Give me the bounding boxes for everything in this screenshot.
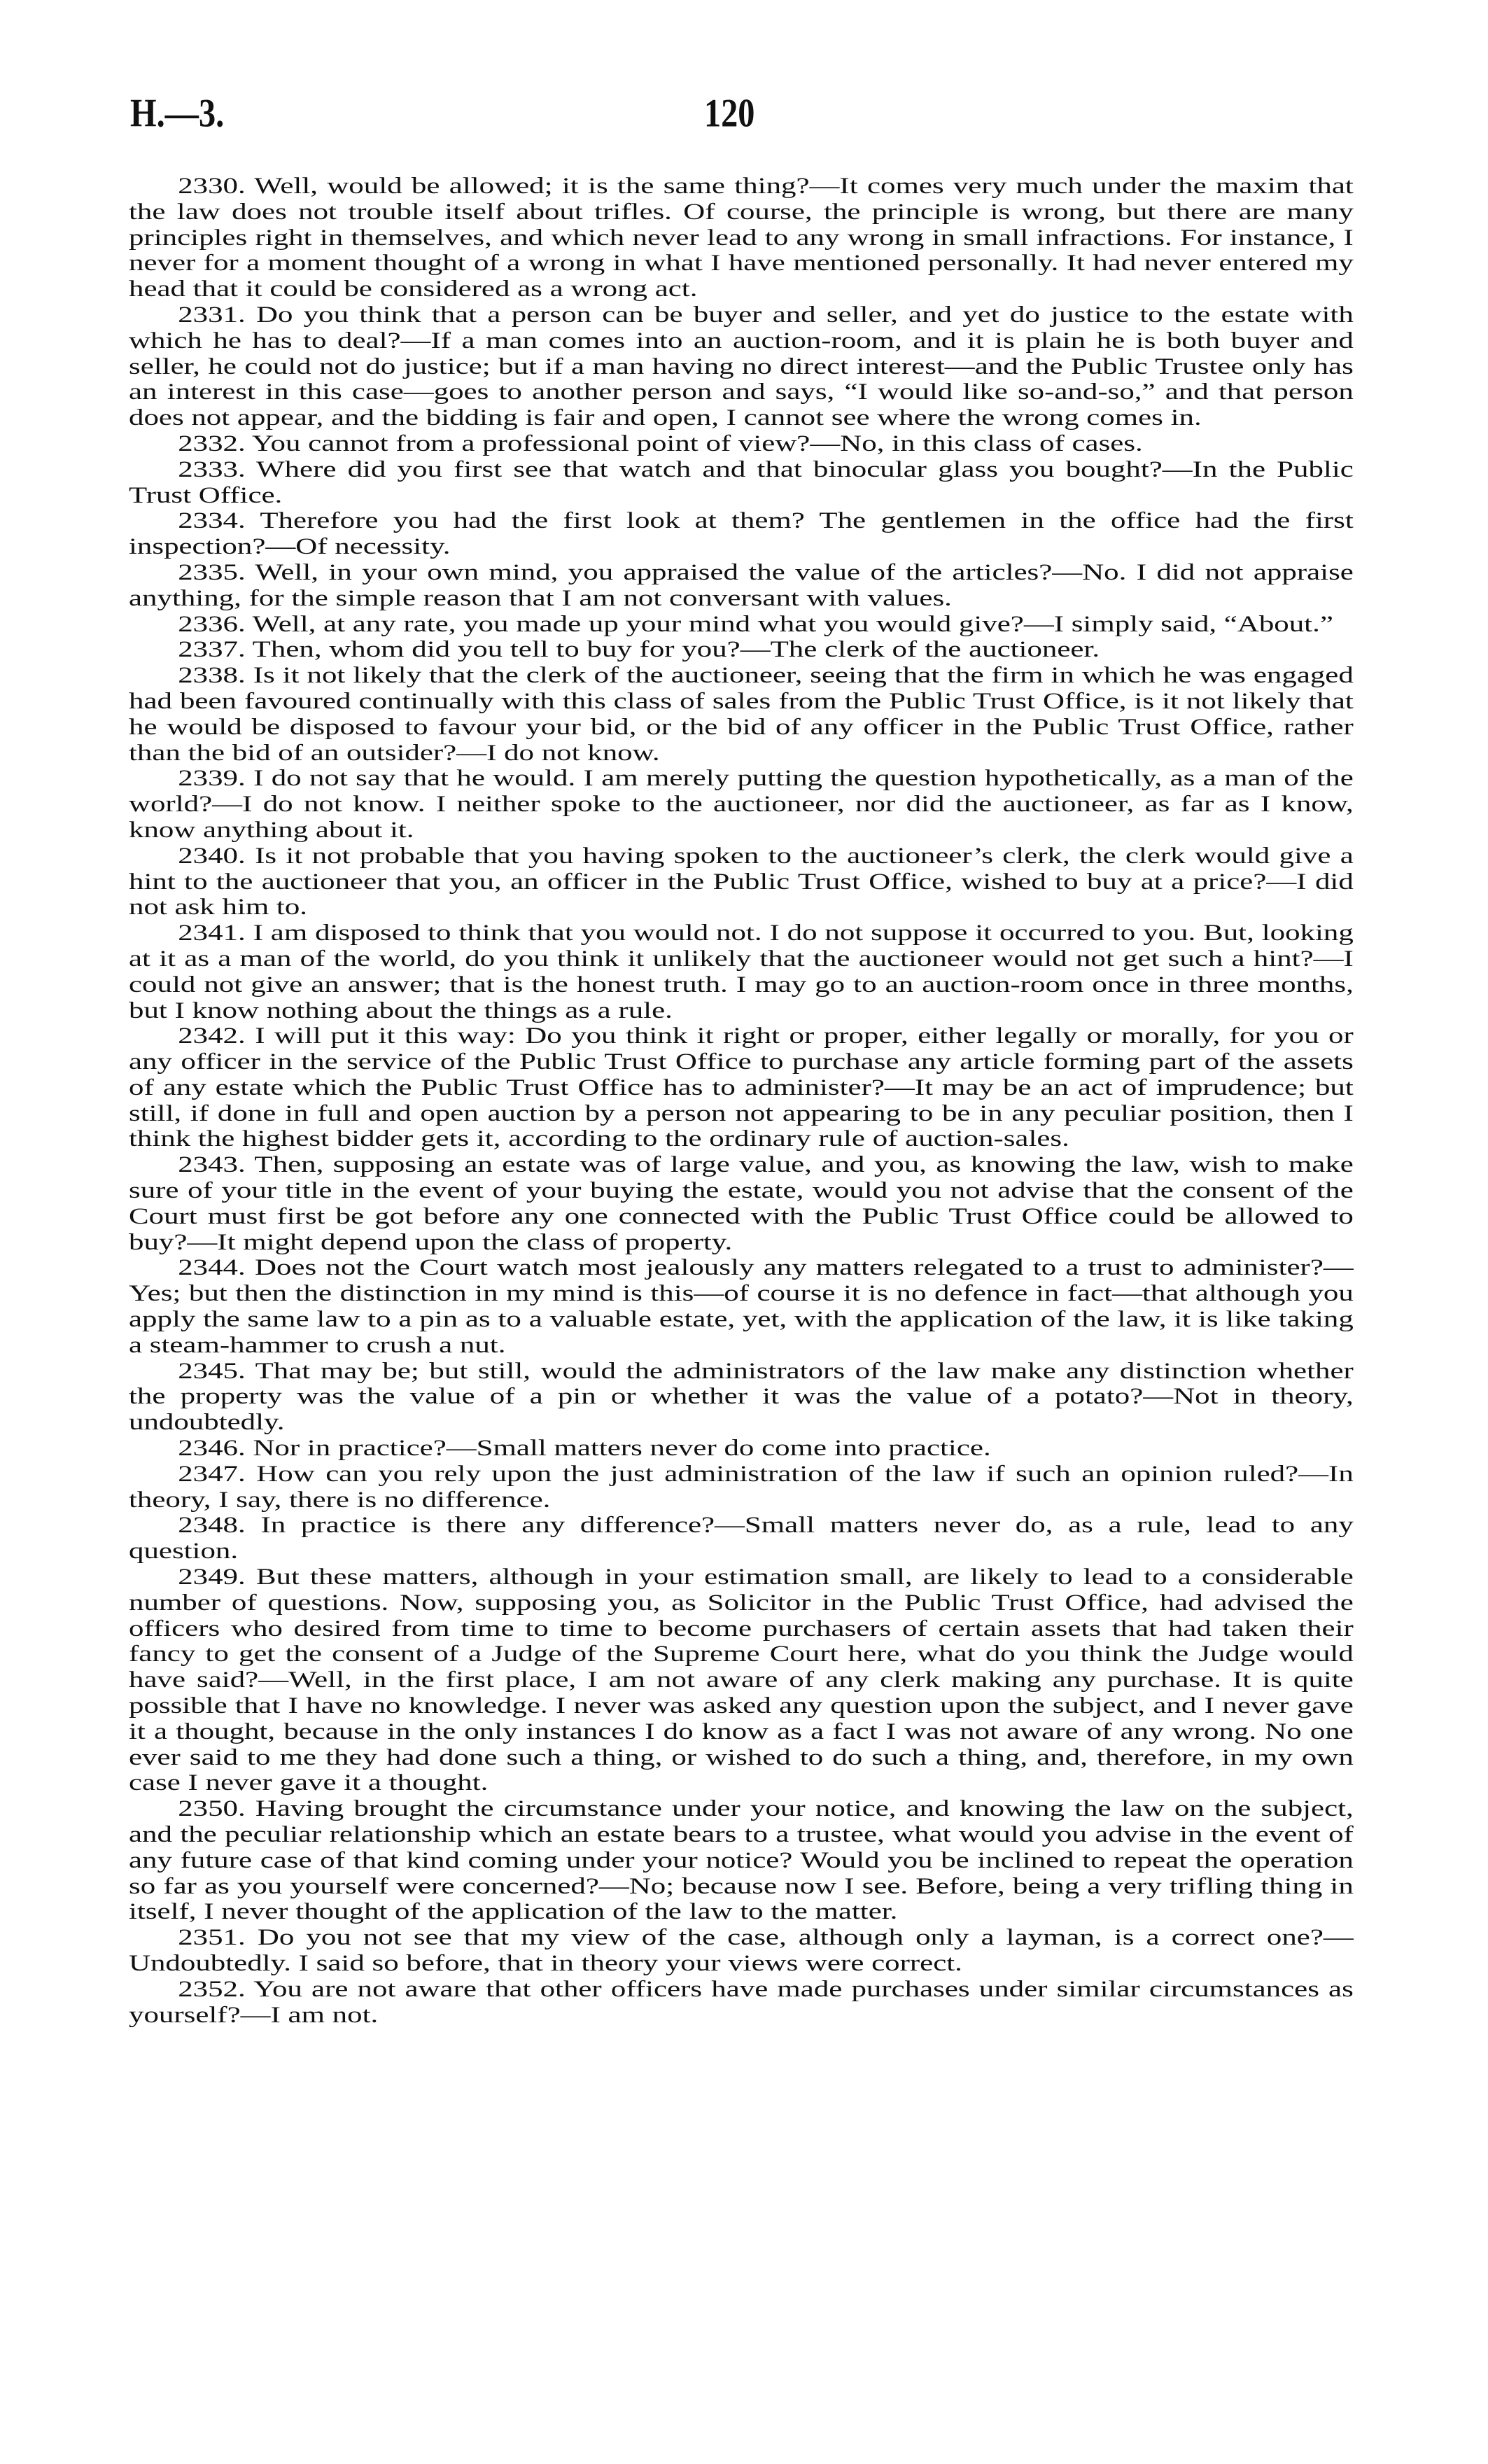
testimony-paragraph: 2334. Therefore you had the first look at them? The gentlemen in the office had the first inspection?—Of necessity. [129,508,1354,560]
testimony-paragraph: 2346. Nor in practice?—Small matters never do come into practice. [178,1436,991,1462]
testimony-body [129,174,1354,2028]
testimony-paragraph: 2331. Do you think that a person can be buyer and seller, and yet do justice to the estate with which he has to deal?—If a man comes into an auction-room, and it is plain he is both buyer and seller, he could not do justice; but if a man having no direct interest—and the Public Trustee only has an interest in this case—goes to another person and says, “I would like so-and-so,” and that person does not appear, and the bidding is fair and open, I cannot see where the wrong comes in. [129,302,1354,431]
testimony-paragraph: 2349. But these matters, although in your estimation small, are likely to lead to a considerable number of questions. Now, supposing you, as Solicitor in the Public Trust Office, had advised the officers who desired from time to time to become purchasers of certain assets that had taken their fancy to get the consent of a Judge of the Supreme Court here, what do you think the Judge would have said?—Well, in the first place, I am not aware of any clerk making any purchase. It is quite possible that I have no knowledge. I never was asked any question upon the subject, and I never gave it a thought, because in the only instances I do know as a fact I was not aware of any wrong. No one ever said to me they had done such a thing, or wished to do such a thing, and, therefore, in my own case I never gave it a thought. [129,1564,1354,1796]
testimony-paragraph: 2337. Then, whom did you tell to buy for you?—The clerk of the auctioneer. [178,637,1100,663]
testimony-paragraph: 2332. You cannot from a professional point of view?—No, in this class of cases. [178,430,1143,456]
testimony-paragraph: 2338. Is it not likely that the clerk of the auctioneer, seeing that the firm in which he was engaged had been favoured continually with this class of sales from the Public Trust Office, is it not likely that he would be disposed to favour your bid, or the bid of any officer in the Public Trust Office, rather than the bid of an outsider?—I do not know. [129,663,1354,766]
testimony-paragraph: 2339. I do not say that he would. I am merely putting the question hypothetically, as a man of the world?—I do not know. I neither spoke to the auctioneer, nor did the auctioneer, as far as I know, know anything about it. [129,766,1354,843]
testimony-paragraph: 2344. Does not the Court watch most jealously any matters relegated to a trust to administer?—Yes; but then the distinction in my mind is this—of course it is no defence in fact—that although you apply the same law to a pin as to a valuable estate, yet, with the application of the law, it is like taking a steam-hammer to crush a nut. [129,1255,1354,1358]
testimony-paragraph: 2333. Where did you first see that watch and that binocular glass you bought?—In the Public Trust Office. [129,456,1354,508]
testimony-paragraph: 2340. Is it not probable that you having spoken to the auctioneer’s clerk, the clerk would give a hint to the auctioneer that you, an officer in the Public Trust Office, wished to buy at a price?—I did not ask him to. [129,843,1354,920]
document-series-code: H.—3. [130,90,225,135]
testimony-paragraph: 2352. You are not aware that other officers have made purchases under similar circumstances as yourself?—I am not. [129,1976,1354,2028]
testimony-paragraph: 2341. I am disposed to think that you would not. I do not suppose it occurred to you. But, looking at it as a man of the world, do you think it unlikely that the auctioneer would not get such a hint?—I could not give an answer; that is the honest truth. I may go to an auction-room once in three months, but I know nothing about the things as a rule. [129,920,1354,1023]
testimony-paragraph: 2348. In practice is there any difference?—Small matters never do, as a rule, lead to any question. [129,1513,1354,1564]
testimony-paragraph: 2336. Well, at any rate, you made up your mind what you would give?—I simply said, “About.” [178,611,1333,637]
testimony-paragraph: 2342. I will put it this way: Do you think it right or proper, either legally or morally, for you or any officer in the service of the Public Trust Office to purchase any article forming part of the assets of any estate which the Public Trust Office has to administer?—It may be an act of imprudence; but still, if done in full and open auction by a person not appearing to be in any peculiar position, then I think the highest bidder gets it, according to the ordinary rule of auction-sales. [129,1023,1354,1152]
testimony-paragraph: 2330. Well, would be allowed; it is the same thing?—It comes very much under the maxim that the law does not trouble itself about trifles. Of course, the principle is wrong, but there are many principles right in themselves, and which never lead to any wrong in small infractions. For instance, I never for a moment thought of a wrong in what I have mentioned personally. It had never entered my head that it could be considered as a wrong act. [129,174,1354,302]
page-number: 120 [704,90,755,135]
testimony-paragraph: 2347. How can you rely upon the just administration of the law if such an opinion ruled?—In theory, I say, there is no difference. [129,1461,1354,1513]
testimony-paragraph: 2335. Well, in your own mind, you appraised the value of the articles?—No. I did not appraise anything, for the simple reason that I am not conversant with values. [129,559,1354,611]
testimony-paragraph: 2345. That may be; but still, would the administrators of the law make any distinction whether the property was the value of a pin or whether it was the value of a potato?—Not in theory, undoubtedly. [129,1358,1354,1436]
testimony-paragraph: 2343. Then, supposing an estate was of large value, and you, as knowing the law, wish to make sure of your title in the event of your buying the estate, would you not advise that the consent of the Court must first be got before any one connected with the Public Trust Office could be allowed to buy?—It might depend upon the class of property. [129,1152,1354,1255]
testimony-paragraph: 2351. Do you not see that my view of the case, although only a layman, is a correct one?—Undoubtedly. I said so before, that in theory your views were correct. [129,1925,1354,1976]
testimony-paragraph: 2350. Having brought the circumstance under your notice, and knowing the law on the subject, and the peculiar relationship which an estate bears to a trustee, what would you advise in the event of any future case of that kind coming under your notice? Would you be inclined to repeat the operation so far as you yourself were concerned?—No; because now I see. Before, being a very trifling thing in itself, I never thought of the application of the law to the matter. [129,1796,1354,1925]
